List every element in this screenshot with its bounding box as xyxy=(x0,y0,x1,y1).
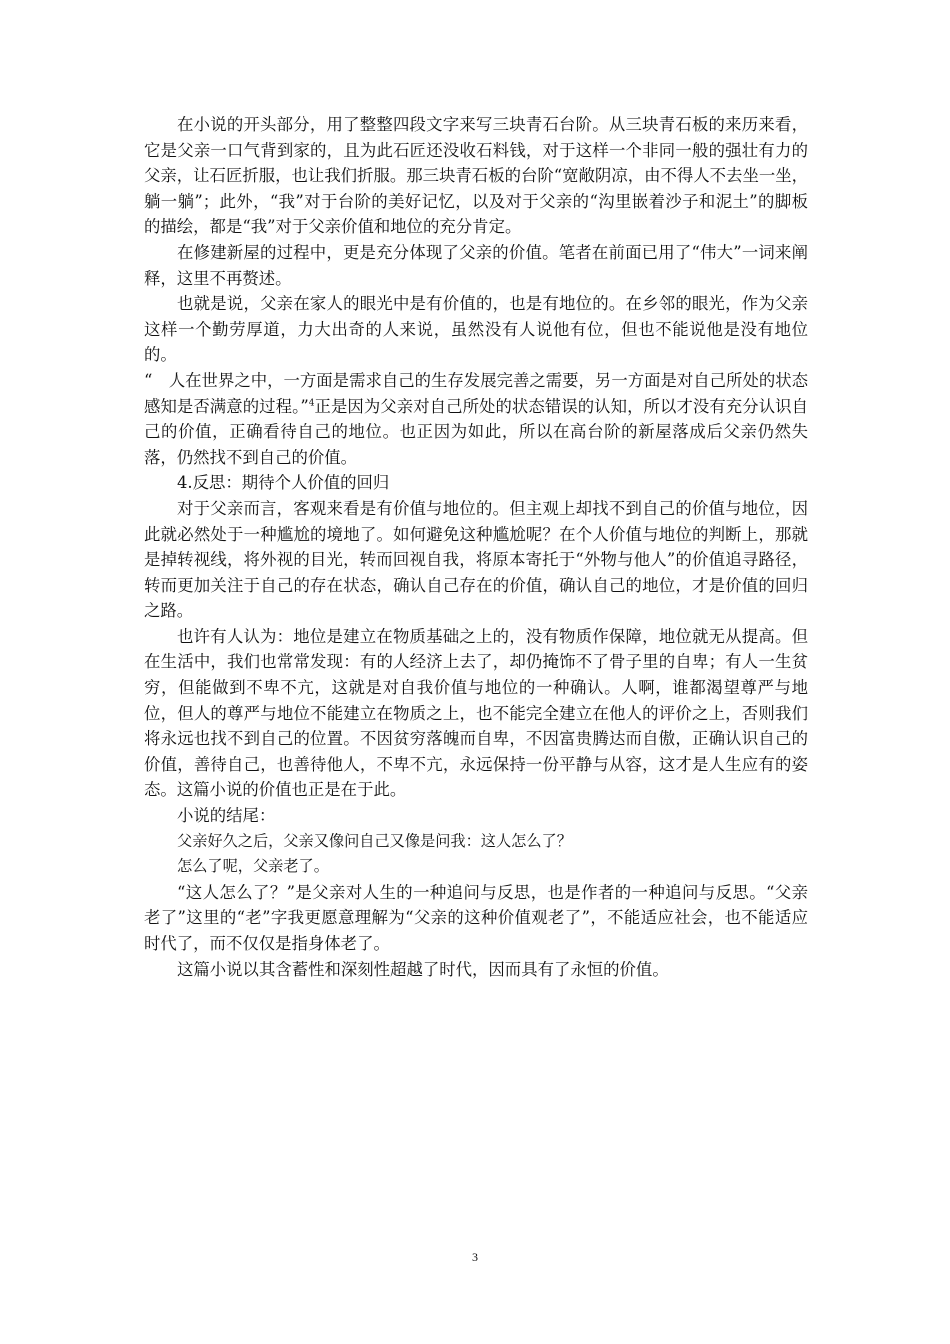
paragraph-conclusion: 这篇小说以其含蓄性和深刻性超越了时代，因而具有了永恒的价值。 xyxy=(177,959,669,979)
page-number: 3 xyxy=(472,1250,478,1264)
paragraph-family-view: 也就是说，父亲在家人的眼光中是有价值的，也是有地位的。在乡邻的眼光，作为父亲这样一个勤劳厚道，力大出奇的人来说，虽然没有人说他有位，但也不能说他是没有地位的。 xyxy=(144,294,808,365)
paragraph-ending-intro: 小说的结尾： xyxy=(177,806,276,826)
paragraph-status: 也许有人认为：地位是建立在物质基础之上的，没有物质作保障，地位就无从提高。但在生活中，我们也常常发现：有的人经济上去了，却仍掩饰不了骨子里的自卑；有人一生贫穷，但能做到不卑不亢，这就是对自我价值与地位的一种确认。人啊，谁都渴望尊严与地位，但人的尊严与地位不能建立在物质之上，也不能完全建立在他人的评价之上，否则我们将永远也找不到自己的位置。不因贫穷落魄而自卑，不因富贵腾达而自傲，正确认识自己的价值，善待自己，也善待他人，不卑不亢，永远保持一份平静与从容，这才是人生应有的姿态。这篇小说的价值也正是在于此。 xyxy=(144,626,808,800)
quote-text: “ 人在世界之中，一方面是需求自己的生存发展完善之需要，另一方面是对自己所处的状态感知是否满意的过程。” xyxy=(144,370,809,416)
paragraph-analysis: “这人怎么了？”是父亲对人生的一种追问与反思，也是作者的一种追问与反思。“父亲老了”这里的“老”字我更愿意理解为“父亲的这种价值观老了”，不能适应社会，也不能适应时代了，而不仅仅是指身体老了。 xyxy=(144,882,808,953)
paragraph-quote xyxy=(144,368,808,470)
section-heading: 4.反思：期待个人价值的回归 xyxy=(177,473,390,493)
quote-followup: 正是因为父亲对自己所处的状态错误的认知，所以才没有充分认识自己的价值，正确看待自己的地位。也正因为如此，所以在高台阶的新屋落成后父亲仍然失落，仍然找不到自己的价值。 xyxy=(144,396,808,467)
quoted-line: 父亲好久之后，父亲又像问自己又像是问我：这人怎么了？ xyxy=(177,831,572,850)
footnote-marker: 4 xyxy=(308,398,315,409)
paragraph-opening: 在小说的开头部分，用了整整四段文字来写三块青石台阶。从三块青石板的来历来看，它是父亲一口气背到家的，且为此石匠还没收石料钱，对于这样一个非同一般的强壮有力的父亲，让石匠折服，也让我们折服。那三块青石板的台阶“宽敞阴凉，由不得人不去坐一坐，躺一躺”；此外，“我”对于台阶的美好记忆，以及对于父亲的“沟里嵌着沙子和泥土”的脚板的描绘，都是“我”对于父亲价值和地位的充分肯定。 xyxy=(144,115,809,237)
quoted-line: 怎么了呢，父亲老了。 xyxy=(177,857,329,876)
document-body xyxy=(144,112,808,982)
paragraph-reflection: 对于父亲而言，客观来看是有价值与地位的。但主观上却找不到自己的价值与地位，因此就必然处于一种尴尬的境地了。如何避免这种尴尬呢？在个人价值与地位的判断上，那就是掉转视线，将外视的目光，转而回视自我，将原本寄托于“外物与他人”的价值追寻路径，转而更加关注于自己的存在状态，确认自己存在的价值，确认自己的地位，才是价值的回归之路。 xyxy=(144,498,808,621)
paragraph-new-house: 在修建新屋的过程中，更是充分体现了父亲的价值。笔者在前面已用了“伟大”一词来阐释，这里不再赘述。 xyxy=(144,242,808,288)
